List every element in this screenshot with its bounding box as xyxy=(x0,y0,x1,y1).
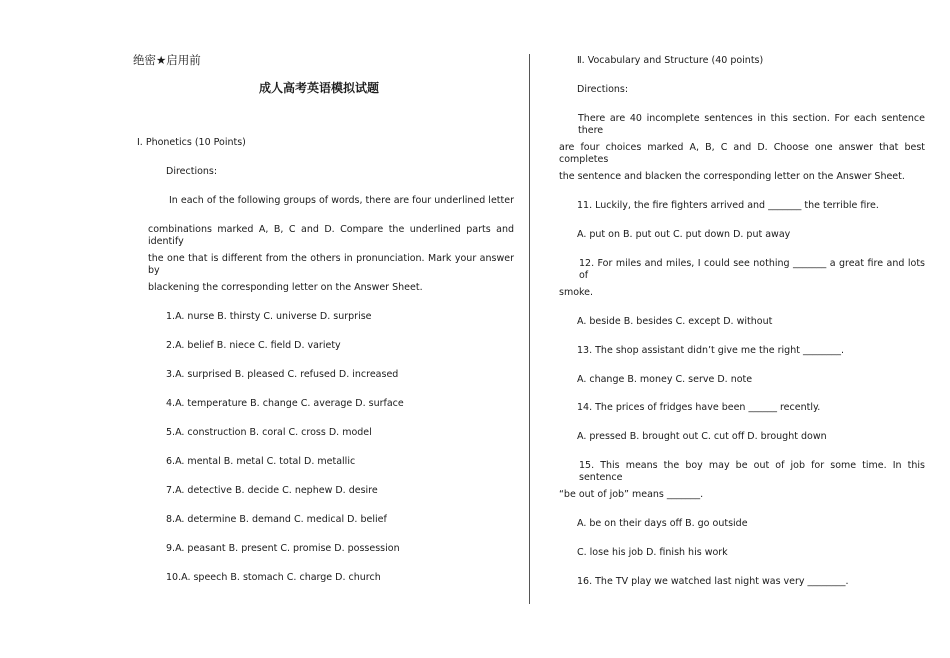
secret-label: 绝密★启用前 xyxy=(133,53,201,67)
phonetics-question: 10.A. speech B. stomach C. charge D. church xyxy=(166,572,381,583)
vocabulary-section-heading: Ⅱ. Vocabulary and Structure (40 points) xyxy=(577,55,764,66)
phonetics-question: 6.A. mental B. metal C. total D. metallic xyxy=(166,456,356,467)
phonetics-question: 9.A. peasant B. present C. promise D. possession xyxy=(166,543,400,554)
phonetics-question: 1.A. nurse B. thirsty C. universe D. surprise xyxy=(166,311,372,322)
vocabulary-options: C. lose his job D. finish his work xyxy=(577,547,728,558)
vocabulary-question: 13. The shop assistant didn’t give me the right ________. xyxy=(577,345,845,356)
page-title: 成人高考英语模拟试题 xyxy=(259,81,380,95)
phonetics-question: 7.A. detective B. decide C. nephew D. desire xyxy=(166,485,378,496)
phonetics-directions-line: In each of the following groups of words, there are four underlined letter xyxy=(169,195,514,206)
phonetics-directions-label: Directions: xyxy=(166,166,218,177)
vocabulary-question: 11. Luckily, the fire fighters arrived and _______ the terrible fire. xyxy=(577,200,879,211)
vocabulary-question-continued: “be out of job” means _______. xyxy=(559,489,704,500)
vocabulary-directions-label: Directions: xyxy=(577,84,629,95)
phonetics-directions-line: blackening the corresponding letter on the Answer Sheet. xyxy=(148,282,423,293)
vocabulary-question-continued: smoke. xyxy=(559,287,594,298)
vocabulary-options: A. change B. money C. serve D. note xyxy=(577,374,753,385)
phonetics-question: 3.A. surprised B. pleased C. refused D. increased xyxy=(166,369,399,380)
phonetics-directions-line: combinations marked A, B, C and D. Compare the underlined parts and identify xyxy=(148,224,514,247)
vocabulary-options: A. put on B. put out C. put down D. put away xyxy=(577,229,791,240)
vocabulary-options: A. beside B. besides C. except D. without xyxy=(577,316,773,327)
column-divider xyxy=(529,54,530,604)
vocabulary-question: 12. For miles and miles, I could see nothing _______ a great fire and lots of xyxy=(579,258,925,281)
phonetics-directions-line: the one that is different from the others in pronunciation. Mark your answer by xyxy=(148,253,514,276)
phonetics-question: 5.A. construction B. coral C. cross D. model xyxy=(166,427,372,438)
vocabulary-directions-line: There are 40 incomplete sentences in this section. For each sentence there xyxy=(578,113,925,136)
vocabulary-options: A. be on their days off B. go outside xyxy=(577,518,748,529)
vocabulary-question: 14. The prices of fridges have been ______ recently. xyxy=(577,402,821,413)
vocabulary-directions-line: the sentence and blacken the corresponding letter on the Answer Sheet. xyxy=(559,171,905,182)
vocabulary-question: 15. This means the boy may be out of job for some time. In this sentence xyxy=(579,460,925,483)
phonetics-question: 8.A. determine B. demand C. medical D. belief xyxy=(166,514,387,525)
vocabulary-options: A. pressed B. brought out C. cut off D. brought down xyxy=(577,431,827,442)
phonetics-section-heading: Ⅰ. Phonetics (10 Points) xyxy=(137,137,246,148)
vocabulary-question: 16. The TV play we watched last night was very ________. xyxy=(577,576,849,587)
phonetics-question: 2.A. belief B. niece C. field D. variety xyxy=(166,340,341,351)
vocabulary-directions-line: are four choices marked A, B, C and D. Choose one answer that best completes xyxy=(559,142,925,165)
phonetics-question: 4.A. temperature B. change C. average D. surface xyxy=(166,398,404,409)
